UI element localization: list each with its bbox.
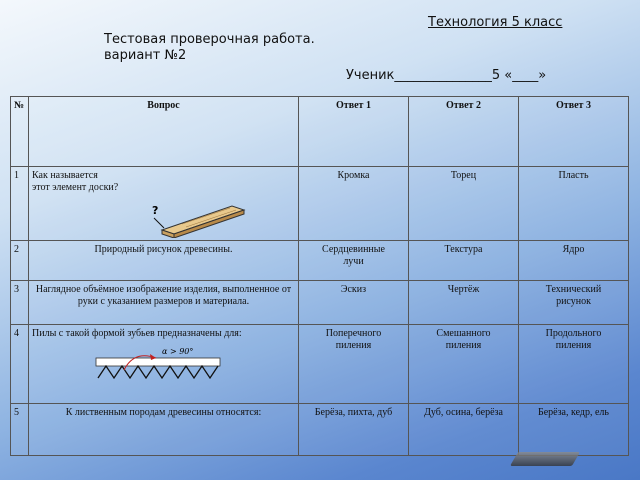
- saw-teeth-figure: [94, 344, 224, 384]
- header-question: Вопрос: [29, 97, 299, 167]
- angle-label: α > 90°: [162, 347, 194, 356]
- figure-question-mark: ?: [152, 204, 159, 217]
- answer1-cell[interactable]: Кромка: [299, 167, 409, 241]
- table-header-row: [11, 97, 629, 167]
- table-row: [11, 404, 629, 456]
- answer1-cell[interactable]: Эскиз: [299, 281, 409, 325]
- header-answer3: Ответ 3: [519, 97, 629, 167]
- header-num: №: [11, 97, 29, 167]
- table-row: [11, 241, 629, 281]
- answer1-cell[interactable]: Поперечного пиления: [299, 325, 409, 404]
- answer2-cell[interactable]: Чертёж: [409, 281, 519, 325]
- answer1-cell[interactable]: Берёза, пихта, дуб: [299, 404, 409, 456]
- table-row: [11, 167, 629, 241]
- answer1-cell[interactable]: Сердцевинные лучи: [299, 241, 409, 281]
- quiz-table: [10, 96, 629, 456]
- question-text: Как называется этот элемент доски?: [32, 170, 119, 193]
- answer2-cell[interactable]: Текстура: [409, 241, 519, 281]
- class-label: Технология 5 класс: [428, 15, 563, 30]
- book-decoration: [510, 452, 580, 466]
- row-num: 4: [11, 325, 29, 404]
- row-num: 3: [11, 281, 29, 325]
- table-row: [11, 325, 629, 404]
- board-edge-figure: [132, 198, 252, 238]
- question-cell: [29, 325, 299, 404]
- answer3-cell[interactable]: Пласть: [519, 167, 629, 241]
- answer3-cell[interactable]: Ядро: [519, 241, 629, 281]
- header-answer2: Ответ 2: [409, 97, 519, 167]
- answer2-cell[interactable]: Торец: [409, 167, 519, 241]
- answer3-cell[interactable]: Продольного пиления: [519, 325, 629, 404]
- answer3-cell[interactable]: Берёза, кедр, ель: [519, 404, 629, 456]
- question-cell: К лиственным породам древесины относятся:: [29, 404, 299, 456]
- student-field: Ученик_______________5 «____»: [346, 68, 547, 83]
- row-num: 5: [11, 404, 29, 456]
- question-text: Пилы с такой формой зубьев предназначены для:: [32, 328, 242, 339]
- question-cell: Наглядное объёмное изображение изделия, выполненное от руки с указанием размеров и материала.: [29, 281, 299, 325]
- answer2-cell[interactable]: Смешанного пиления: [409, 325, 519, 404]
- header-answer1: Ответ 1: [299, 97, 409, 167]
- answer2-cell[interactable]: Дуб, осина, берёза: [409, 404, 519, 456]
- page-title: Тестовая проверочная работа.: [104, 32, 315, 47]
- table-row: [11, 281, 629, 325]
- row-num: 2: [11, 241, 29, 281]
- row-num: 1: [11, 167, 29, 241]
- question-cell: [29, 167, 299, 241]
- answer3-cell[interactable]: Технический рисунок: [519, 281, 629, 325]
- question-cell: Природный рисунок древесины.: [29, 241, 299, 281]
- variant-label: вариант №2: [104, 48, 187, 63]
